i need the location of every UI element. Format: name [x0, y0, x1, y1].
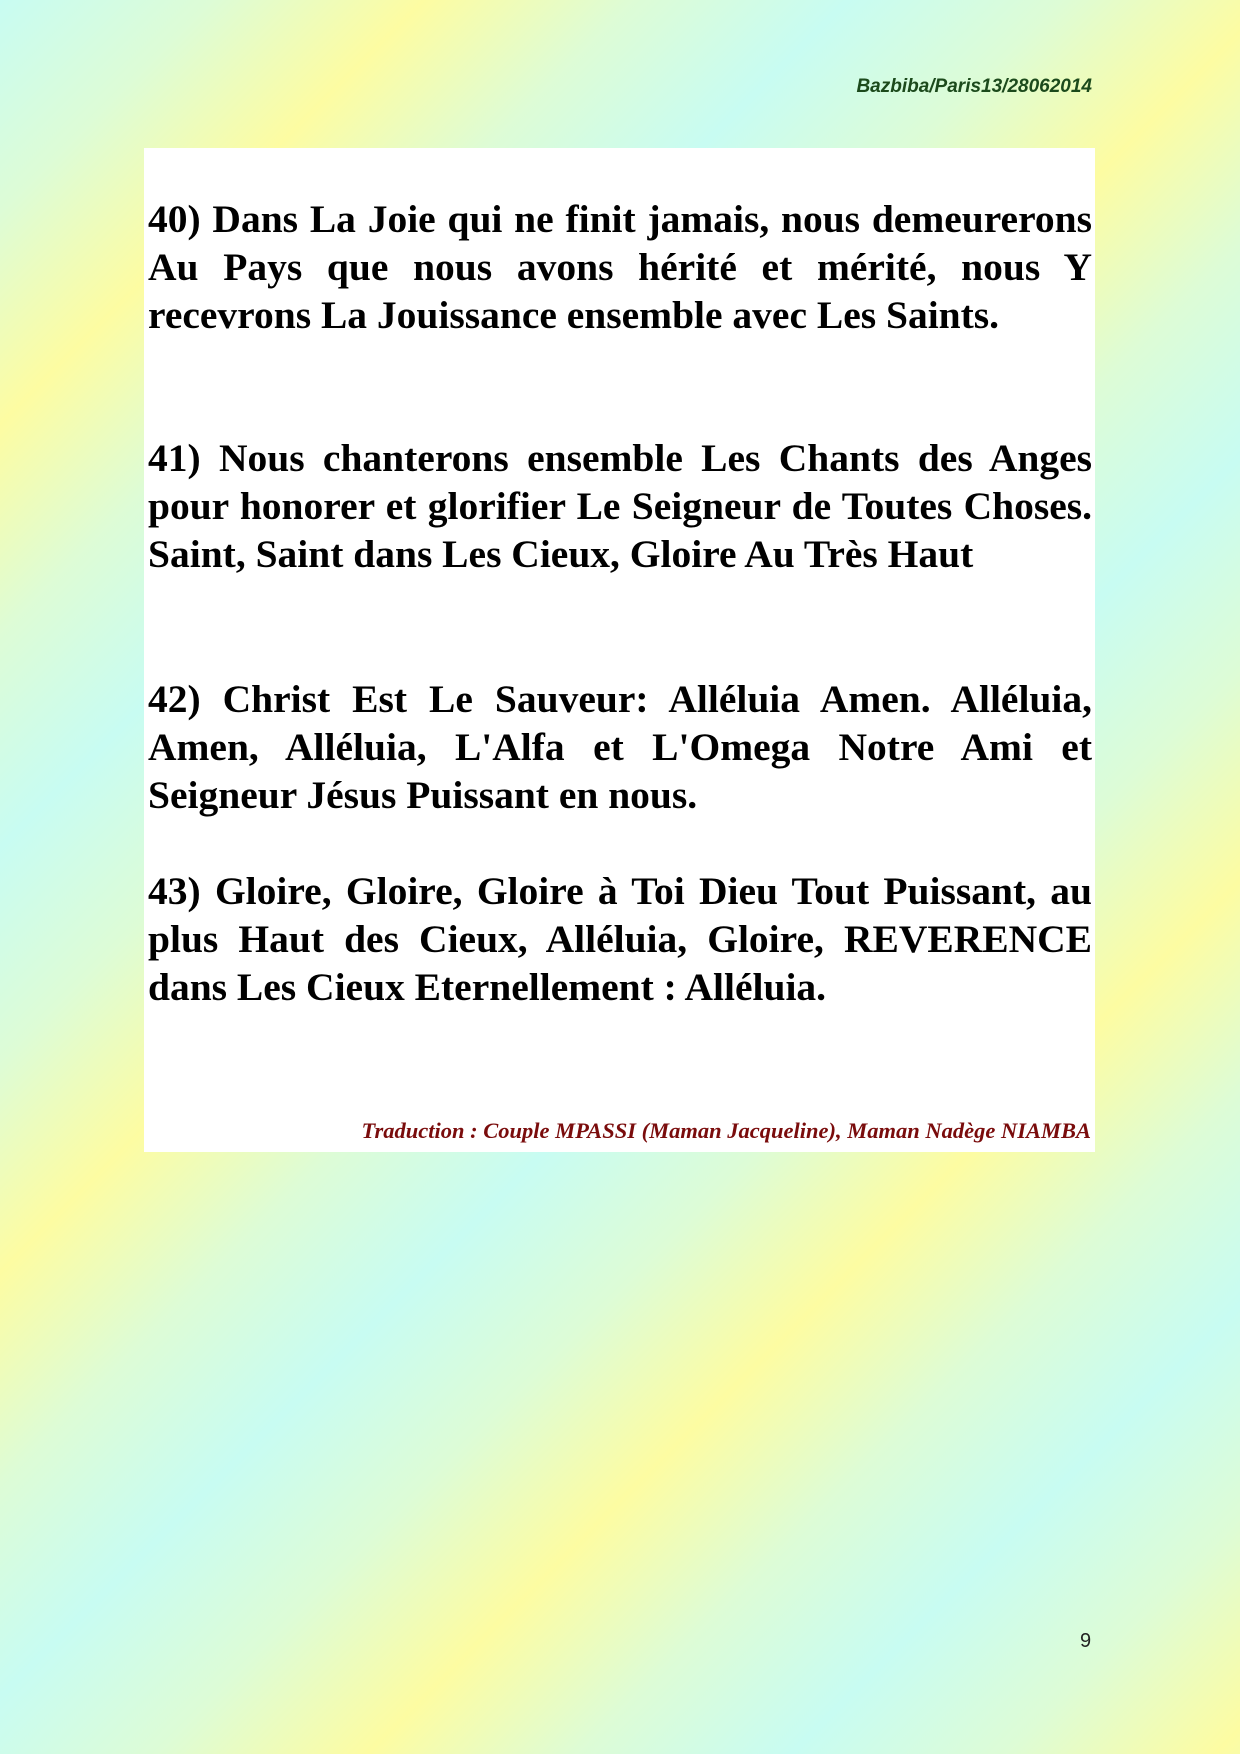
verse-40: 40) Dans La Joie qui ne finit jamais, nous demeurerons Au Pays que nous avons hérité et mérité, nous Y recevrons La Jouissance ensemble avec Les Saints. — [148, 197, 1092, 337]
verse-42: 42) Christ Est Le Sauveur: Alléluia Amen. Alléluia, Amen, Alléluia, L'Alfa et L'Omega Notre Ami et Seigneur Jésus Puissant en nous. — [148, 677, 1092, 817]
document-reference: Bazbiba/Paris13/28062014 — [856, 76, 1092, 97]
page-number: 9 — [1080, 1630, 1092, 1652]
verse-43: 43) Gloire, Gloire, Gloire à Toi Dieu Tout Puissant, au plus Haut des Cieux, Alléluia, Gloire, REVERENCE dans Les Cieux Eternellement : Alléluia. — [148, 869, 1092, 1009]
verse-41: 41) Nous chanterons ensemble Les Chants des Anges pour honorer et glorifier Le Seigneur de Toutes Choses. Saint, Saint dans Les Cieux, Gloire Au Très Haut — [148, 436, 1092, 576]
verses-panel — [144, 148, 1095, 1152]
translation-credit: Traduction : Couple MPASSI (Maman Jacqueline), Maman Nadège NIAMBA — [361, 1118, 1091, 1143]
